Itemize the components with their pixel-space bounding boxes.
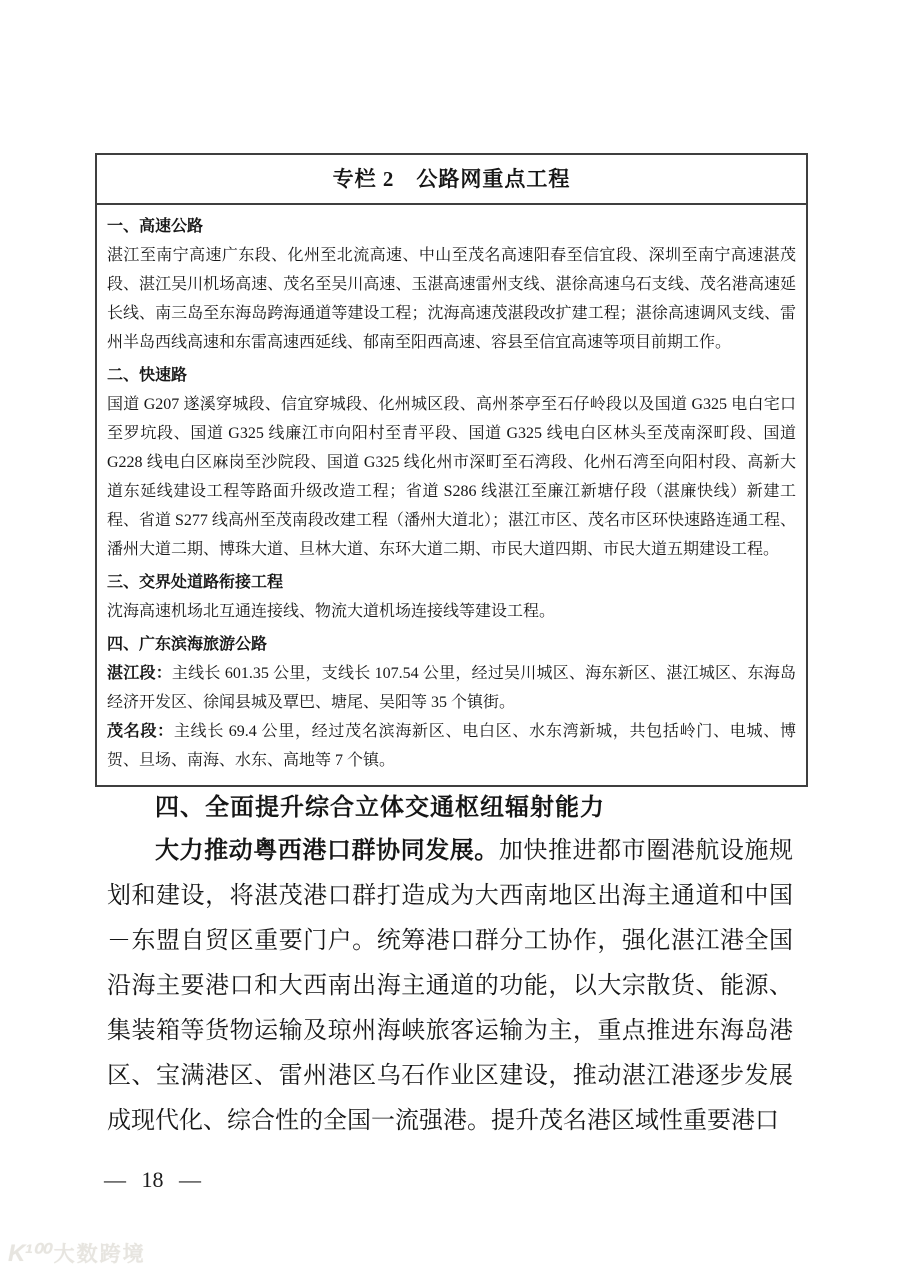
panel-section-paragraph: 国道 G207 遂溪穿城段、信宜穿城段、化州城区段、高州茶亭至石仔岭段以及国道 G325 电白宅口至罗坑段、国道 G325 线廉江市向阳村至青平段、国道 G325 线电白区林头至茂南深町段、国道 G228 线电白区麻岗至沙院段、国道 G325 线化州市深町至石湾段、化州石湾至向阳村段、高新大道东延线建设工程等路面升级改造工程；省道 S286 线湛江至廉江新塘仔段（湛廉快线）新建工程、省道 S277 线高州至茂南段改建工程（潘州大道北）；湛江市区、茂名市区环快速路连通工程、潘州大道二期、博珠大道、旦林大道、东环大道二期、市民大道四期、市民大道五期建设工程。 [107,396,796,558]
panel-section-heading: 四、广东滨海旅游公路 [107,636,268,653]
page-number [104,1167,201,1193]
watermark-text: 大数跨境 [53,1243,146,1266]
panel-paragraph-lead: 湛江段： [107,665,172,682]
panel-section-heading: 二、快速路 [107,367,188,384]
panel-section-paragraph: 湛江至南宁高速广东段、化州至北流高速、中山至茂名高速阳春至信宜段、深圳至南宁高速湛茂段、湛江吴川机场高速、茂名至吴川高速、玉湛高速雷州支线、湛徐高速乌石支线、茂名港高速延长线、南三岛至东海岛跨海通道等建设工程；沈海高速茂湛段改扩建工程；湛徐高速调风支线、雷州半岛西线高速和东雷高速西延线、郁南至阳西高速、容县至信宜高速等项目前期工作。 [107,247,796,351]
highway-projects-panel [95,153,808,787]
panel-title: 专栏 2 公路网重点工程 [97,155,806,205]
panel-section-heading: 一、高速公路 [107,218,204,235]
panel-section-paragraph: 湛江段：主线长 601.35 公里，支线长 107.54 公里，经过吴川城区、海东新区、湛江城区、东海岛经济开发区、徐闻县城及覃巴、塘尾、吴阳等 35 个镇街。 [107,665,796,711]
panel-section-paragraph: 茂名段：主线长 69.4 公里，经过茂名滨海新区、电白区、水东湾新城，共包括岭门、电城、博贺、旦场、南海、水东、高地等 7 个镇。 [107,723,796,769]
panel-body [97,205,806,785]
panel-section-paragraph: 沈海高速机场北互通连接线、物流大道机场连接线等建设工程。 [107,603,556,620]
watermark [8,1238,146,1268]
panel-section-heading: 三、交界处道路衔接工程 [107,574,284,591]
paragraph-lead: 大力推动粤西港口群协同发展。 [155,838,499,864]
page-number-label: — 18 — [104,1167,201,1192]
body-paragraph [107,829,793,1144]
watermark-logo-icon: K¹⁰⁰ [8,1239,49,1267]
section-heading: 四、全面提升综合立体交通枢纽辐射能力 [155,795,605,821]
panel-paragraph-lead: 茂名段： [107,723,174,740]
paragraph-text: 加快推进都市圈港航设施规划和建设，将湛茂港口群打造成为大西南地区出海主通道和中国－东盟自贸区重要门户。统筹港口群分工协作，强化湛江港全国沿海主要港口和大西南出海主通道的功能，以大宗散货、能源、集装箱等货物运输及琼州海峡旅客运输为主，重点推进东海岛港区、宝满港区、雷州港区乌石作业区建设，推动湛江港逐步发展成现代化、综合性的全国一流强港。提升茂名港区域性重要港口 [107,838,794,1134]
